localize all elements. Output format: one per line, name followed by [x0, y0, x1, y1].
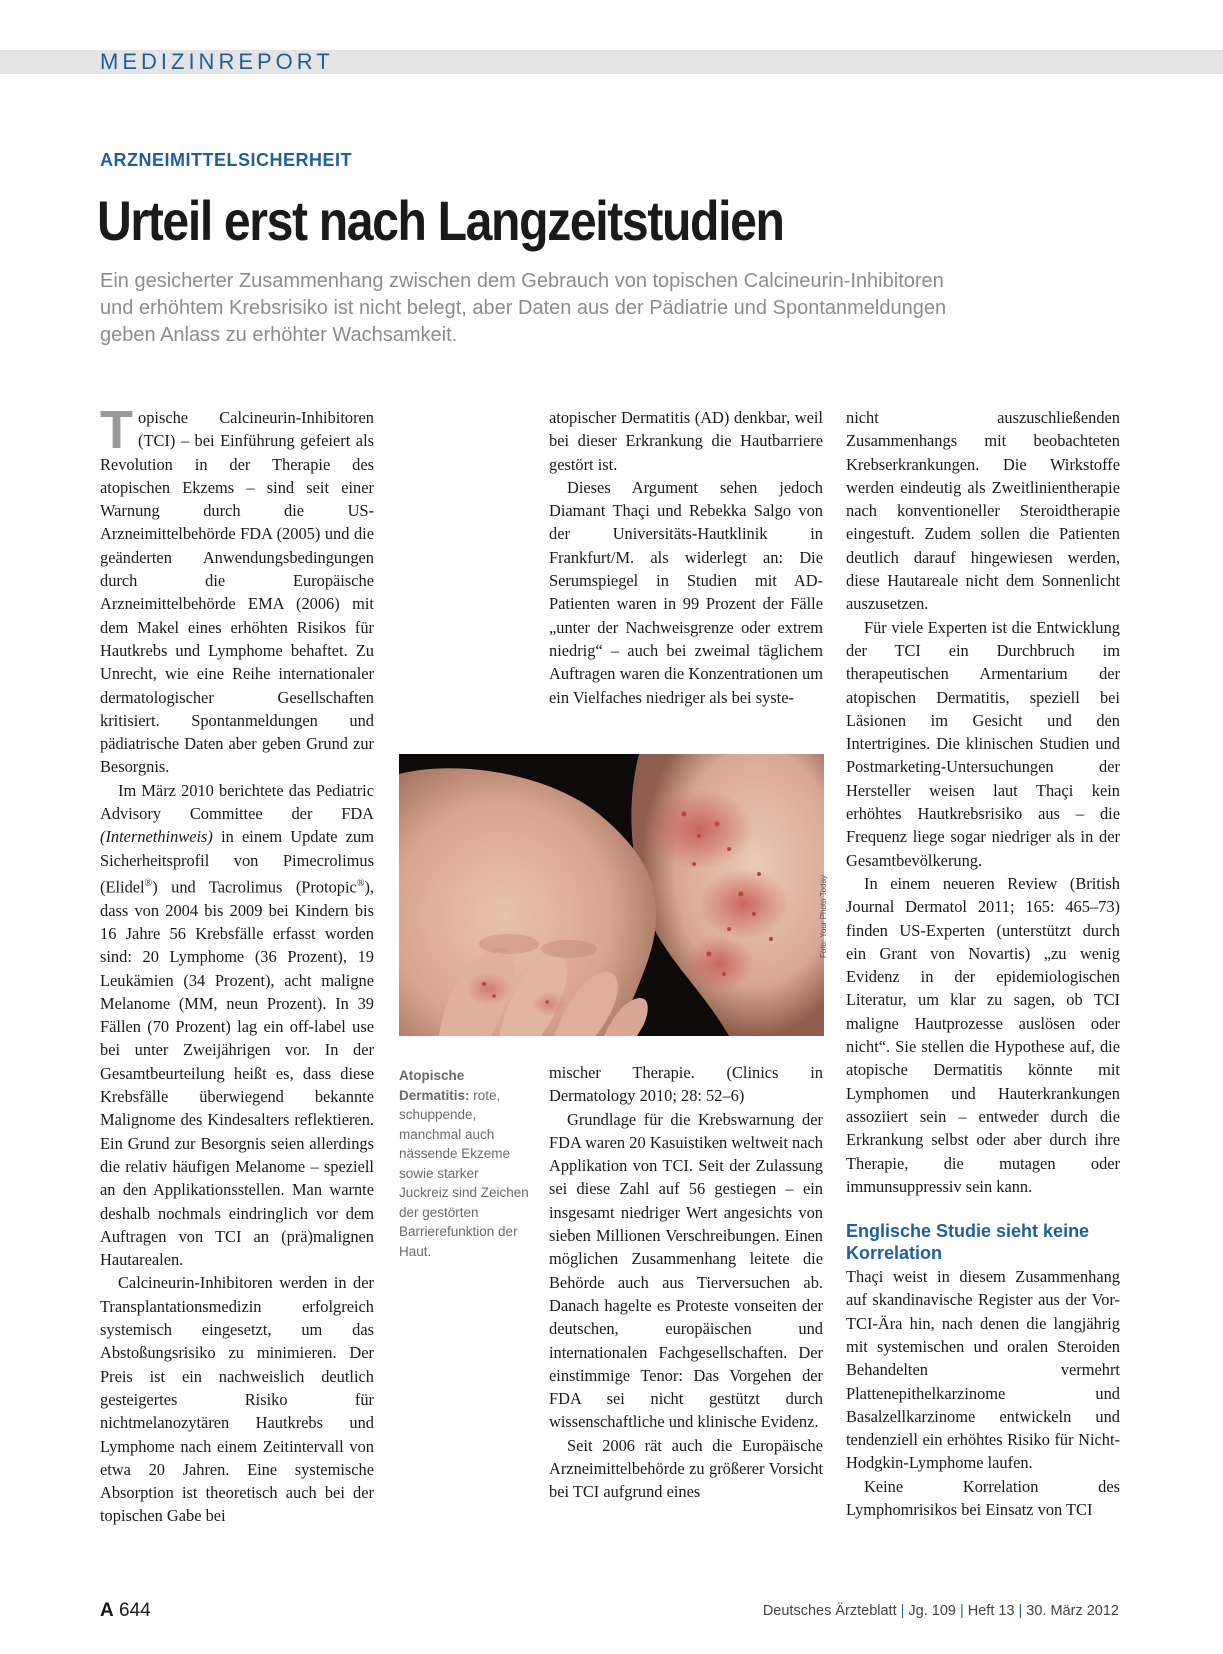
paragraph: Im März 2010 berichtete das Pediatric Advisory Committee der FDA (Internethinweis) in einem Update zum Sicherheitsprofil von Pimecrolimus (Elidel®) und Tacrolimus (Protopic®), dass von 2004 bis 2009 bei Kindern bis 16 Jahre 56 Krebsfälle erfasst worden sind: 20 Lymphome (36 Prozent), 19 Leukämien (34 Prozent), acht maligne Melanome (MM, neun Prozent). In 39 Fällen (70 Prozent) lag ein off-label use bei unter Zweijährigen vor. In der Gesamtbeurteilung heißt es, dass diese Krebsfälle überwiegend bekannte Malignome des Kindesalters reflektieren. Ein Grund zur Besorgnis seien allerdings die relativ häufigen Melanome – speziell an den Applikationsstellen. Man warnte deshalb nochmals eindringlich vor dem Auftragen von TCI an (prä)malignen Hautarealen. [100, 780, 374, 1270]
paragraph: nicht auszuschließenden Zusammenhangs mit beobachteten Krebserkrankungen. Die Wirkstoffe werden eindeutig als Zweitlinientherapie nach konventioneller Steroidtherapie eingestuft. Zudem sollen die Patienten deutlich darauf hingewiesen werden, diese Hautareale nicht dem Sonnenlicht auszusetzen. [846, 408, 1120, 614]
registered-mark: ® [144, 877, 153, 889]
internet-reference: (Internethinweis) [100, 827, 213, 847]
paragraph: mischer Therapie. (Clinics in Dermatology 2010; 28: 52–6) [549, 1063, 823, 1106]
registered-mark: ® [356, 877, 365, 889]
paragraph: Seit 2006 rät auch die Europäische Arzneimittelbehörde zu größerer Vorsicht bei TCI aufgrund eines [549, 1435, 823, 1502]
paragraph: Keine Korrelation des Lymphomrisikos bei Einsatz von TCI [846, 1476, 1120, 1520]
paragraph: Topische Calcineurin-Inhibitoren (TCI) – bei Einführung gefeiert als Revolution in der Therapie des atopischen Ekzems – sind seit einer Warnung durch die US-Arzneimittelbehörde FDA (2005) und die geänderten Anwendungsbedingungen durch die Europäische Arzneimittelbehörde EMA (2006) mit dem Makel eines erhöhten Risikos für Hautkrebs und Lymphome behaftet. Zu Unrecht, wie eine Reihe internationaler dermatologischer Gesellschaften kritisiert. Spontanmeldungen und pädiatrische Daten aber geben Grund zur Besorgnis. [100, 400, 374, 777]
dermatitis-photo [399, 754, 824, 1036]
paragraph: Calcineurin-Inhibitoren werden in der Transplantationsmedizin erfolgreich systemisch eingesetzt, um das Abstoßungsrisiko zu minimieren. Der Preis ist ein nachweislich deutlich gesteigertes Risiko für nichtmelanozytären Hautkrebs und Lymphome nach einem Zeitintervall von etwa 20 Jahren. Eine systemische Absorption ist theoretisch auch bei der topischen Gabe bei [100, 1273, 374, 1526]
page-number: A 644 [100, 1600, 151, 1621]
article-kicker: ARZNEIMITTELSICHERHEIT [100, 150, 352, 170]
paragraph: atopischer Dermatitis (AD) denkbar, weil bei dieser Erkrankung die Hautbarriere gestört ist. [549, 408, 823, 474]
issue-date: 30. März 2012 [1026, 1603, 1119, 1619]
paragraph: Für viele Experten ist die Entwicklung der TCI ein Durchbruch im therapeutischen Armentarium der atopischen Dermatitis, speziell bei Läsionen im Gesicht und den Intertrigines. Die klinischen Studien und Postmarketing-Untersuchungen der Hersteller weisen laut Thaçi kein erhöhtes Hautkrebsrisiko aus – die Frequenz liege sogar niedriger als in der Gesamtbevölkerung. [846, 617, 1120, 870]
photo-credit: Foto: Your Photo Today [819, 874, 828, 958]
caption-title: Atopische Dermatitis: [399, 1068, 470, 1103]
text-column-1 [100, 400, 374, 1528]
journal-name: Deutsches Ärzteblatt [762, 1603, 897, 1619]
article-standfirst: Ein gesicherter Zusammenhang zwischen dem Gebrauch von topischen Calcineurin-Inhibitoren und erhöhtem Krebsrisiko ist nicht belegt, aber Daten aus der Pädiatrie und Spontanmeldungen geben Anlass zu erhöhter Wachsamkeit. [100, 270, 947, 346]
paragraph: Dieses Argument sehen jedoch Diamant Thaçi und Rebekka Salgo von der Universitäts-Hautklinik in Frankfurt/M. als widerlegt an: Die Serumspiegel in Studien mit AD-Patienten waren in 99 Prozent der Fälle „unter der Nachweisgrenze oder extrem niedrig“ – auch bei zweimal täglichem Auftragen waren die Konzentrationen um ein Vielfaches niedriger als bei syste- [549, 477, 823, 707]
text-column-2-bottom [549, 1061, 823, 1504]
paragraph: In einem neueren Review (British Journal Dermatol 2011; 165: 465–73) finden US-Experten (unterstützt durch ein Grant von Novartis) „zu wenig Evidenz in der epidemiologischen Literatur, um klar zu sagen, ob TCI maligne Hautprozesse auslösen oder nicht“. Sie stellen die Hypothese auf, die atopische Dermatitis könnte mit Lymphomen und Hauterkrankungen assoziiert sein – entweder durch die Erkrankung selbst oder aber durch ihre Therapie, die mutagen oder immunsuppressiv sein kann. [846, 873, 1120, 1196]
text-column-2-top [549, 406, 823, 709]
paragraph: Grundlage für die Krebswarnung der FDA waren 20 Kasuistiken weltweit nach Applikation von TCI. Seit der Zulassung sei diese Zahl auf 56 gestiegen – ein insgesamt niedriger Wert angesichts von sieben Millionen Verschreibungen. Einen möglichen Zusammenhang leitete die Behörde auch aus Tierversuchen ab. Danach hagelte es Proteste vonseiten der deutschen, europäischen und internationalen Fachgesellschaften. Der einstimmige Tenor: Das Vorgehen der FDA sei nicht gestützt durch wissenschaftliche und klinische Evidenz. [549, 1109, 823, 1432]
footer-publication-info: Deutsches Ärzteblatt | Jg. 109 | Heft 13 | 30. März 2012 [762, 1603, 1119, 1619]
figure-caption [399, 1066, 529, 1261]
article-title: Urteil erst nach Langzeitstudien [97, 189, 784, 252]
caption-text: rote, schuppende, manchmal auch nässende Ekzeme sowie starker Juckreiz sind Zeichen der gestörten Barrierefunktion der Haut. [399, 1087, 529, 1259]
section-label: MEDIZINREPORT [100, 49, 334, 74]
paragraph: Thaçi weist in diesem Zusammenhang auf skandinavische Register aus der Vor-TCI-Ära hin, nach denen die langjährig mit systemischen und oralen Steroiden Behandelten vermehrt Plattenepithelkarzinome und Basalzellkarzinome entwickeln und tendenziell ein erhöhtes Risiko für Nicht-Hodgkin-Lymphome laufen. [846, 1267, 1120, 1473]
text-column-3 [846, 406, 1120, 1521]
volume: Jg. 109 [908, 1603, 956, 1619]
subheading: Englische Studie sieht keine Korrelation [846, 1221, 1090, 1264]
issue: Heft 13 [967, 1603, 1015, 1619]
drop-cap: T [100, 400, 133, 460]
